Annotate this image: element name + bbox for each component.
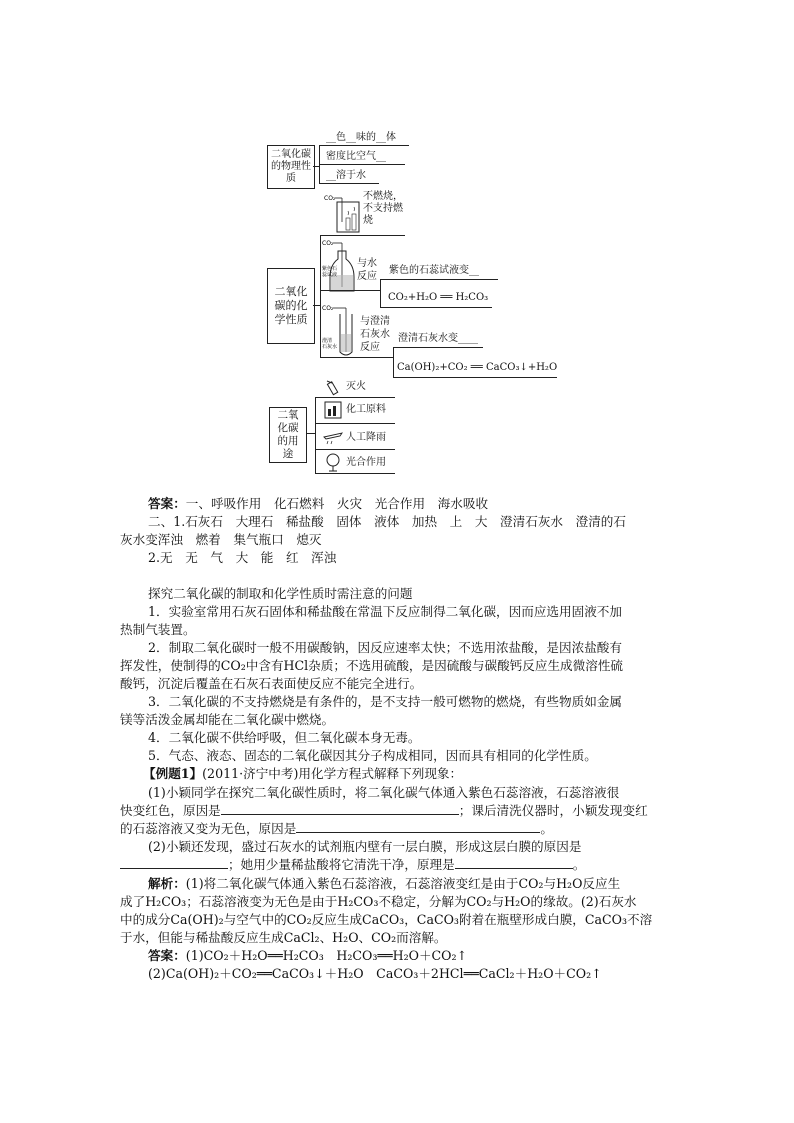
litmus-bottle-figure-icon <box>322 237 362 295</box>
answer1-line2: 二、1.石灰石 大理石 稀盐酸 固体 液体 加热 上 大 澄清石灰水 澄清的石 <box>148 514 626 529</box>
use-item-1: 灭火 <box>346 381 366 392</box>
limewater-reaction-equation: Ca(OH)₂+CO₂ ══ CaCO₃↓+H₂O <box>397 362 558 373</box>
co2-candle-figure-icon <box>324 192 364 236</box>
answer1-line4: 2.无 无 气 大 能 红 浑浊 <box>148 550 337 565</box>
chemical-properties-box <box>267 268 315 344</box>
physical-item-3: __溶于水 <box>326 170 366 181</box>
answer1-line3: 灰水变浑浊 燃着 集气瓶口 熄灭 <box>120 532 322 547</box>
physical-properties-title: 二氧化碳的物理性质 <box>271 149 311 184</box>
notes-p2a: 2．制取二氧化碳时一般不用碳酸钠，因反应速率太快；不选用浓盐酸，是因浓盐酸有 <box>148 640 622 655</box>
use-item-3: 人工降雨 <box>346 432 386 443</box>
physical-item-1: __色__味的__体 <box>326 132 396 143</box>
example-q2a: (2)小颖还发现，盛过石灰水的试剂瓶内壁有一层白膜，形成这层白膜的原因是 <box>148 839 582 854</box>
chemical-bracket <box>320 235 321 357</box>
example-header: 【例题1】(2011·济宁中考)用化学方程式解释下列现象： <box>143 766 463 781</box>
analysis-line3: 中的成分Ca(OH)₂与空气中的CO₂反应生成CaCO₃，CaCO₃附着在瓶壁形成白膜，CaCO₃不溶 <box>120 912 653 927</box>
physical-properties-box <box>267 145 315 189</box>
svg-text:澄清: 澄清 <box>322 338 333 344</box>
react-with-limewater-label: 与澄清石灰水反应 <box>360 316 390 353</box>
analysis-line1: 解析：(1)将二氧化碳气体通入紫色石蕊溶液，石蕊溶液变红是由于CO₂与H₂O反应生 <box>148 876 621 891</box>
uses-title: 二氧化碳的用途 <box>277 409 299 460</box>
fire-extinguisher-icon <box>324 378 342 396</box>
notes-p5: 5．气态、液态、固态的二氧化碳因其分子构成相同，因而具有相同的化学性质。 <box>148 748 597 763</box>
svg-text:CO₂: CO₂ <box>324 195 336 202</box>
example-answer-line1: 答案：(1)CO₂＋H₂O══H₂CO₃ H₂CO₃══H₂O＋CO₂↑ <box>148 948 468 963</box>
use-item-2: 化工原料 <box>346 404 386 415</box>
answer-blank-1[interactable] <box>221 802 459 815</box>
use-item-4: 光合作用 <box>346 457 386 468</box>
answer-blank-4[interactable] <box>455 856 573 869</box>
chemical-plant-icon <box>324 401 342 419</box>
plant-tree-icon <box>323 452 343 472</box>
notes-p3a: 3．二氧化碳的不支持燃烧是有条件的，是不支持一般可燃物的燃烧，有些物质如金属 <box>148 694 622 709</box>
svg-text:蕊试液: 蕊试液 <box>322 272 338 278</box>
svg-text:CO₂: CO₂ <box>322 305 334 312</box>
physical-item-2: 密度比空气__ <box>326 151 386 162</box>
react-with-water-label: 与水反应 <box>357 258 377 282</box>
example-q1c: 的石蕊溶液又变为无色，原因是 。 <box>120 821 553 836</box>
svg-text:紫色石: 紫色石 <box>322 266 338 272</box>
analysis-line2: 成了H₂CO₃；石蕊溶液变为无色是由于H₂CO₃不稳定，分解为CO₂与H₂O的缘故。(2)石灰水 <box>120 894 637 909</box>
answer1-line1: 答案：一、呼吸作用 化石燃料 火灾 光合作用 海水吸收 <box>148 496 489 511</box>
notes-p3b: 镁等活泼金属却能在二氧化碳中燃烧。 <box>120 712 335 727</box>
example-q2b: ；她用少量稀盐酸将它清洗干净，原理是 。 <box>120 856 585 874</box>
notes-p1b: 热制气装置。 <box>120 622 196 637</box>
chemical-properties-title: 二氧化碳的化学性质 <box>274 285 308 326</box>
water-reaction-equation: CO₂+H₂O ══ H₂CO₃ <box>388 292 489 303</box>
uses-bracket <box>315 397 316 473</box>
svg-text:CO₂: CO₂ <box>322 240 334 247</box>
answer-blank-3[interactable] <box>120 856 228 869</box>
litmus-turns-label: 紫色的石蕊试液变__ <box>389 265 479 276</box>
notes-p1a: 1．实验室常用石灰石固体和稀盐酸在常温下反应制得二氧化碳，因而应选用固液不加 <box>148 604 622 619</box>
uses-box <box>269 407 307 463</box>
limewater-turns-label: 澄清石灰水变____ <box>398 333 478 344</box>
limewater-tube-figure-icon <box>322 302 362 360</box>
answer-blank-2[interactable] <box>296 820 540 833</box>
analysis-line4: 于水，但能与稀盐酸反应生成CaCl₂、H₂O、CO₂而溶解。 <box>120 930 447 945</box>
svg-text:石灰水: 石灰水 <box>322 344 338 350</box>
notes-p4: 4．二氧化碳不供给呼吸，但二氧化碳本身无毒。 <box>148 730 421 745</box>
notes-p2c: 酸钙，沉淀后覆盖在石灰石表面使反应不能完全进行。 <box>120 676 423 691</box>
notes-p2b: 挥发性，使制得的CO₂中含有HCl杂质；不选用硫酸，是因硫酸与碳酸钙反应生成微溶性硫 <box>120 658 624 673</box>
airplane-rain-icon <box>322 427 344 445</box>
notes-title: 探究二氧化碳的制取和化学性质时需注意的问题 <box>148 586 413 601</box>
example-answer-line2: (2)Ca(OH)₂＋CO₂══CaCO₃↓＋H₂O CaCO₃＋2HCl══CaCl₂＋H₂O＋CO₂↑ <box>148 966 602 981</box>
example-q1b: 快变红色，原因是 ；课后清洗仪器时，小颖发现变红 <box>120 803 648 818</box>
example-q1a: (1)小颖同学在探究二氧化碳性质时，将二氧化碳气体通入紫色石蕊溶液，石蕊溶液很 <box>148 785 620 800</box>
not-combustible-label: 不燃烧，不支持燃烧 <box>363 191 403 226</box>
